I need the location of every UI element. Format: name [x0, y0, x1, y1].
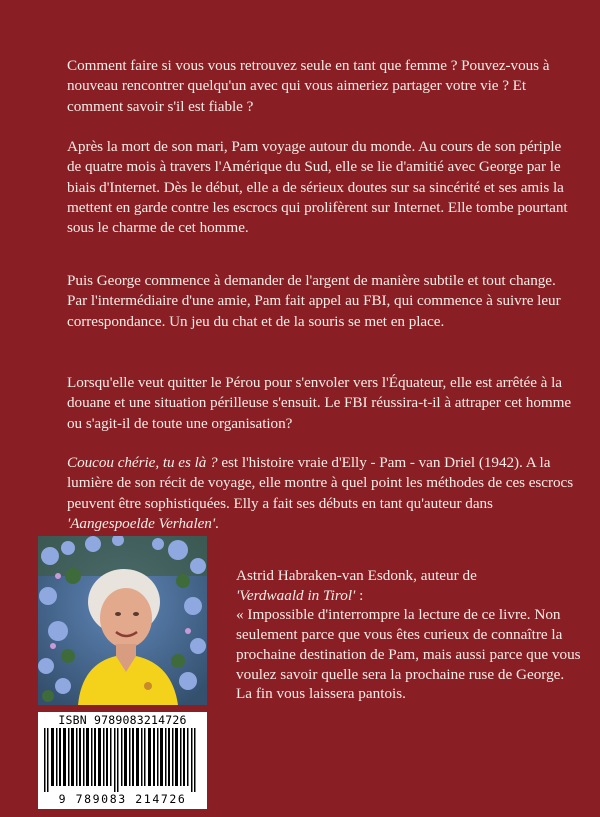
isbn-label: ISBN 9789083214726	[58, 713, 187, 727]
blurb-paragraph-1: Comment faire si vous vous retrouvez seule en tant que femme ? Pouvez-vous à nouveau rencontrer quelqu'un avec qui vous aimeriez partager votre vie ? Et comment savoir s'il est fiable ?	[67, 57, 550, 115]
barcode-bars	[44, 728, 201, 792]
barcode	[38, 712, 207, 809]
blurb-paragraph-5-text: est l'histoire vraie d'Elly - Pam - van Driel (1942). A la lumière de son récit de voyage, elle montre à quel point les méthodes de ces escrocs peuvent être sophistiquées. Elly a fait ses débuts en tant qu'auteur dans	[67, 454, 574, 512]
blurb-paragraph-5	[67, 453, 577, 534]
book-title: Coucou chérie, tu es là ?	[67, 454, 218, 471]
author-photo	[38, 536, 207, 705]
previous-work-title: 'Aangespoelde Verhalen'	[67, 514, 216, 532]
review-quote: « Impossible d'interrompre la lecture de ce livre. Non seulement parce que vous êtes curieux de connaître la prochaine destination de Pam, mais aussi parce que vous voulez savoir quelle sera la prochaine ruse de George. La fin vous laissera pantois.	[236, 606, 581, 703]
review-colon: :	[355, 586, 364, 604]
blurb-paragraph-4: Lorsqu'elle veut quitter le Pérou pour s'envoler vers l'Équateur, elle est arrêtée à la douane et une situation périlleuse s'ensuit. Le FBI réussira-t-il à attraper cet homme ou s'agit-il de toute une organisation?	[67, 374, 572, 432]
review-block	[236, 566, 581, 704]
review-book-title: 'Verdwaald in Tirol'	[236, 586, 356, 604]
blurb-paragraph-2: Après la mort de son mari, Pam voyage autour du monde. Au cours de son périple de quatre mois à travers l'Amérique du Sud, elle se lie d'amitié avec George par le biais d'Internet. Dès le début, elle a de sérieux doutes sur sa sincérité et ses amis la mettent en garde contre les escrocs qui prolifèrent sur Internet. Elle tombe pourtant sous le charme de cet homme.	[67, 138, 568, 237]
barcode-digits: 9 789083 214726	[58, 792, 187, 806]
review-author: Astrid Habraken-van Esdonk, auteur de	[236, 567, 477, 584]
blurb-paragraph-3: Puis George commence à demander de l'argent de manière subtile et tout change. Par l'intermédiaire d'une amie, Pam fait appel au FBI, qui commence à suivre leur correspondance. Un jeu du chat et de la souris se met en place.	[67, 272, 561, 330]
blurb-paragraph-5-end: .	[215, 514, 219, 532]
